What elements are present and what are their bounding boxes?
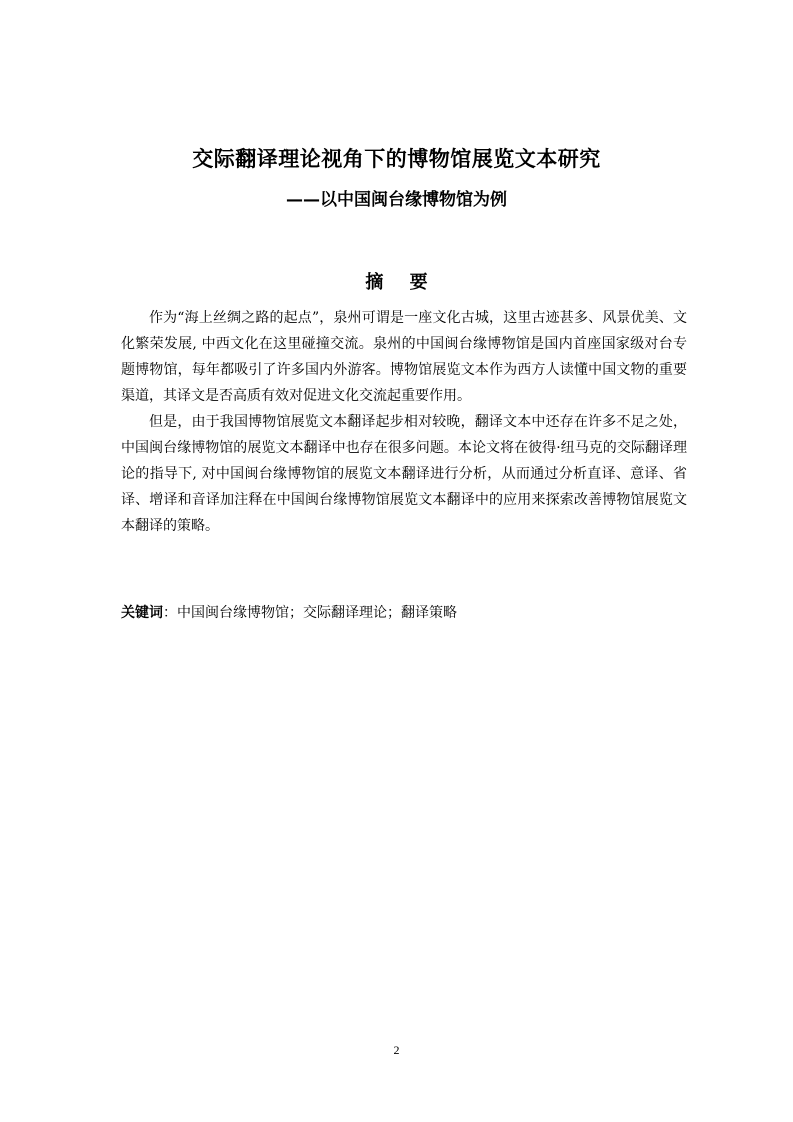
abstract-heading: 摘 要 bbox=[365, 272, 438, 293]
abstract-paragraph-1: 作为“海上丝绸之路的起点”，泉州可谓是一座文化古城，这里古迹甚多、风景优美、文化繁荣发展, 中西文化在这里碰撞交流。泉州的中国闽台缘博物馆是国内首座国家级对台专题博物馆，每年都吸引了许多国内外游客。博物馆展览文本作为西方人读懂中国文物的重要渠道，其译文是否高质有效对促进文化交流起重要作用。 bbox=[121, 310, 687, 404]
paper-title: 交际翻译理论视角下的博物馆展览文本研究 bbox=[192, 147, 601, 171]
keywords-label: 关键词 bbox=[121, 605, 163, 621]
abstract-body bbox=[121, 305, 687, 539]
keywords-line bbox=[121, 600, 687, 626]
abstract-paragraph-2: 但是，由于我国博物馆展览文本翻译起步相对较晚，翻译文本中还存在许多不足之处，中国闽台缘博物馆的展览文本翻译中也存在很多问题。本论文将在彼得·纽马克的交际翻译理论的指导下, 对中国闽台缘博物馆的展览文本翻译进行分析，从而通过分析直译、意译、省译、增译和音译加注释在中国闽台缘博物馆展览文本翻译中的应用来探索改善博物馆展览文本翻译的策略。 bbox=[121, 414, 687, 534]
page-number: 2 bbox=[393, 1043, 400, 1057]
keywords-text: 中国闽台缘博物馆；交际翻译理论；翻译策略 bbox=[177, 605, 457, 621]
keywords-separator: ： bbox=[163, 605, 177, 621]
paper-subtitle: ——以中国闽台缘博物馆为例 bbox=[286, 190, 507, 210]
